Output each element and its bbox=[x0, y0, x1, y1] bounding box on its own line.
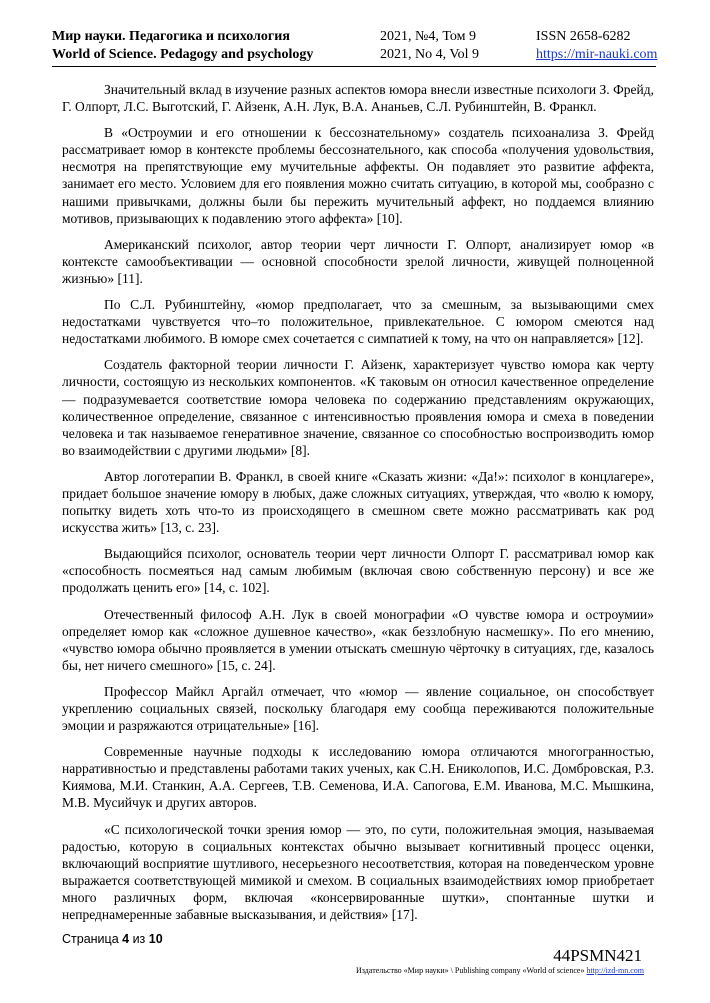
page-sep: из bbox=[132, 932, 146, 946]
page-prefix: Страница bbox=[62, 932, 119, 946]
paragraph: По С.Л. Рубинштейну, «юмор предполагает, что за смешным, за вызывающими смех недостатками чувствуется что–то положительное, привлекательное. С юмором смеются над недостатками любимого. В юморе смех сочетается с симпатией к тому, на что он направляется» [12]. bbox=[62, 297, 654, 347]
publisher-text: Издательство «Мир науки» \ Publishing company «World of science» bbox=[356, 966, 585, 975]
publisher-link[interactable]: http://izd-mn.com bbox=[586, 966, 644, 975]
header-divider bbox=[52, 66, 656, 67]
page-number bbox=[62, 932, 163, 946]
paragraph: Современные научные подходы к исследованию юмора отличаются многогранностью, нарративностью и представлены работами таких ученых, как С.Н. Ениколопов, И.С. Домбровская, Р.З. Киямова, М.И. Станкин, А.А. Сергеев, Т.В. Семенова, И.А. Сапогова, Е.М. Иванова, М.С. Мышкина, М.В. Мусийчук и других авторов. bbox=[62, 744, 654, 811]
paragraph: Выдающийся психолог, основатель теории черт личности Олпорт Г. рассматривал юмор как «способность посмеяться над самым любимым (включая свою собственную персону) и все же продолжать ценить его» [14, с. 102]. bbox=[62, 546, 654, 596]
header-row-en bbox=[52, 46, 656, 64]
journal-url-link[interactable]: https://mir-nauki.com bbox=[536, 47, 658, 62]
paragraph: Отечественный философ А.Н. Лук в своей монографии «О чувстве юмора и остроумии» определяет юмор как «сложное душевное качество», «как беззлобную насмешку». По его мнению, «чувство юмора обычно проявляется в умении отыскать смешную чёрточку в ситуациях, где, казалось бы, нет ничего смешного» [15, с. 24]. bbox=[62, 606, 654, 673]
article-code: 44PSMN421 bbox=[553, 946, 642, 965]
publisher-line bbox=[356, 966, 644, 975]
paragraph: Значительный вклад в изучение разных аспектов юмора внесли известные психологи З. Фрейд, Г. Олпорт, Л.С. Выготский, Г. Айзенк, А.Н. Лук, В.А. Ананьев, С.Л. Рубинштейн, В. Франкл. bbox=[62, 82, 654, 115]
issn: ISSN 2658-6282 bbox=[536, 29, 631, 44]
paragraph: Автор логотерапии В. Франкл, в своей книге «Сказать жизни: «Да!»: психолог в концлагере», придает большое значение юмору в любых, даже сложных ситуациях, утверждая, что «волю к юмору, попытку видеть хоть что-то из происходящего в смешном свете можно рассматривать как род искусства жить» [13, с. 23]. bbox=[62, 468, 654, 536]
header-row-ru bbox=[52, 28, 656, 46]
paragraph: В «Остроумии и его отношении к бессознательному» создатель психоанализа З. Фрейд рассматривает юмор в контексте проблемы бессознательного, как способа «получения удовольствия, несмотря на препятствующие ему мучительные аффекты. Он подавляет это развитие аффекта, занимает его место. Условием для его появления можно считать ситуацию, в которой мы, сообразно с нашими привычками, должны были бы пережить мучительный аффект, но поддаемся влиянию мотивов, призывающих к подавлению этого аффекта» [10]. bbox=[62, 125, 654, 226]
journal-header bbox=[52, 28, 656, 68]
page-current: 4 bbox=[122, 932, 130, 946]
journal-title-en: World of Science. Pedagogy and psychology bbox=[52, 47, 314, 62]
issue-info-en: 2021, No 4, Vol 9 bbox=[380, 47, 480, 62]
journal-title-ru: Мир науки. Педагогика и психология bbox=[52, 29, 290, 44]
paragraph: Профессор Майкл Аргайл отмечает, что «юмор — явление социальное, он способствует укреплению социальных связей, поскольку благодаря ему сообща переживаются положительные эмоции и разряжаются отрицательные» [16]. bbox=[62, 683, 654, 734]
page-total: 10 bbox=[148, 932, 163, 946]
article-body bbox=[62, 81, 654, 932]
paragraph: Создатель факторной теории личности Г. Айзенк, характеризует чувство юмора как черту личности, состоящую из нескольких компонентов. «К таковым он относил качественное определение — подразумевается соответствие юмора человека по содержанию представлениям окружающих, количественное определение, связанное с интенсивностью проявления юмора и смеха в поведении человека и так называемое генеративное значение, связанное со способностью воспроизводить юмор во взаимодействии с другими людьми» [8]. bbox=[62, 357, 654, 458]
paragraph: «С психологической точки зрения юмор — это, по сути, положительная эмоция, называемая радостью, которую в социальных контекстах обычно вызывает когнитивный процесс оценки, включающий восприятие шутливого, несерьезного несоответствия, которая на поведенческом уровне выражается соответствующей мимикой и смехом. В социальных взаимодействиях юмор приобретает много различных форм, включая «консервированные шутки», спонтанные шутки и непреднамеренные забавные высказывания, и действия» [17]. bbox=[62, 821, 654, 923]
issue-info-ru: 2021, №4, Том 9 bbox=[380, 29, 476, 44]
paragraph: Американский психолог, автор теории черт личности Г. Олпорт, анализирует юмор «в контексте самообъективации — основной способности зрелой личности, живущей полноценной жизнью» [11]. bbox=[62, 236, 654, 286]
